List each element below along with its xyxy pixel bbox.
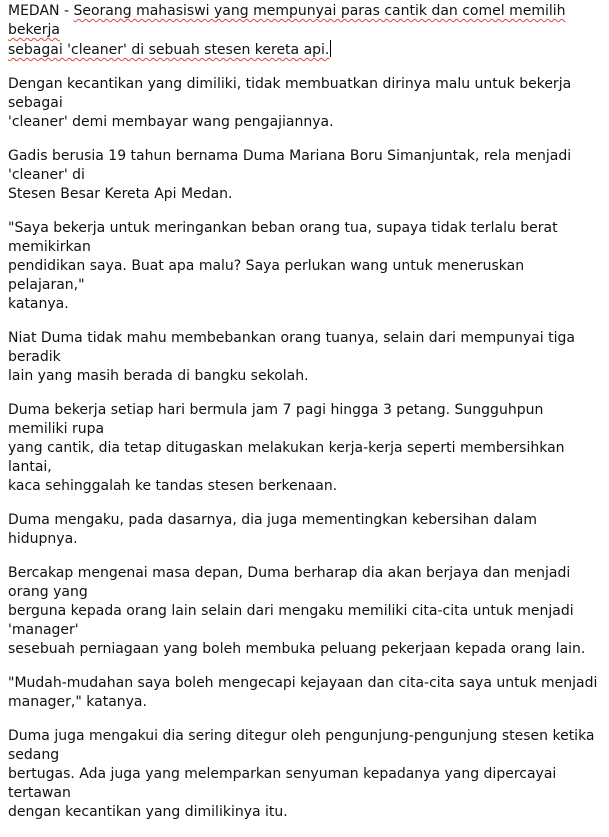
paragraph [8,147,604,204]
paragraph [8,2,604,60]
paragraph [8,727,604,822]
paragraph-text: MEDAN - [8,3,74,19]
paragraph-text: "Saya bekerja untuk meringankan beban orang tua, supaya tidak terlalu berat memikirkan pendidikan saya. Buat apa malu? Saya perlukan wang untuk meneruskan pelajaran," katanya. [8,220,558,312]
paragraph [8,329,604,386]
paragraph-text: Niat Duma tidak mahu membebankan orang tuanya, selain dari mempunyai tiga beradik lain yang masih berada di bangku sekolah. [8,330,575,384]
document-body[interactable] [8,2,604,837]
text-cursor [330,40,331,57]
paragraph [8,674,604,712]
paragraph-text: "Mudah-mudahan saya boleh mengecapi kejayaan dan cita-cita saya untuk menjadi manager," katanya. [8,675,598,710]
paragraph-text: Duma juga mengakui dia sering ditegur oleh pengunjung-pengunjung stesen ketika sedang bertugas. Ada juga yang melemparkan senyuman kepadanya yang dipercayai tertawan dengan kecantikan yang dimilikinya itu. [8,728,595,820]
spellcheck-flagged-text: Seorang mahasiswi yang mempunyai paras cantik dan comel memilih bekerja sebagai 'cleaner' di sebuah stesen kereta api. [8,3,566,58]
paragraph [8,511,604,549]
paragraph-text: Duma bekerja setiap hari bermula jam 7 pagi hingga 3 petang. Sungguhpun memiliki rupa yang cantik, dia tetap ditugaskan melakukan kerja-kerja seperti membersihkan lantai, kaca sehinggalah ke tandas stesen berkenaan. [8,402,565,494]
paragraph-text: Gadis berusia 19 tahun bernama Duma Mariana Boru Simanjuntak, rela menjadi 'cleaner' di Stesen Besar Kereta Api Medan. [8,148,572,202]
paragraph [8,401,604,496]
paragraph [8,219,604,314]
paragraph [8,75,604,132]
paragraph-text: Dengan kecantikan yang dimiliki, tidak membuatkan dirinya malu untuk bekerja sebagai 'cleaner' demi membayar wang pengajiannya. [8,76,572,130]
paragraph-text: Duma mengaku, pada dasarnya, dia juga mementingkan kebersihan dalam hidupnya. [8,512,537,547]
paragraph-text: Bercakap mengenai masa depan, Duma berharap dia akan berjaya dan menjadi orang yang berguna kepada orang lain selain dari mengaku memiliki cita-cita untuk menjadi 'manager' sesebuah perniagaan yang boleh membuka peluang pekerjaan kepada orang lain. [8,565,586,657]
paragraph [8,564,604,659]
